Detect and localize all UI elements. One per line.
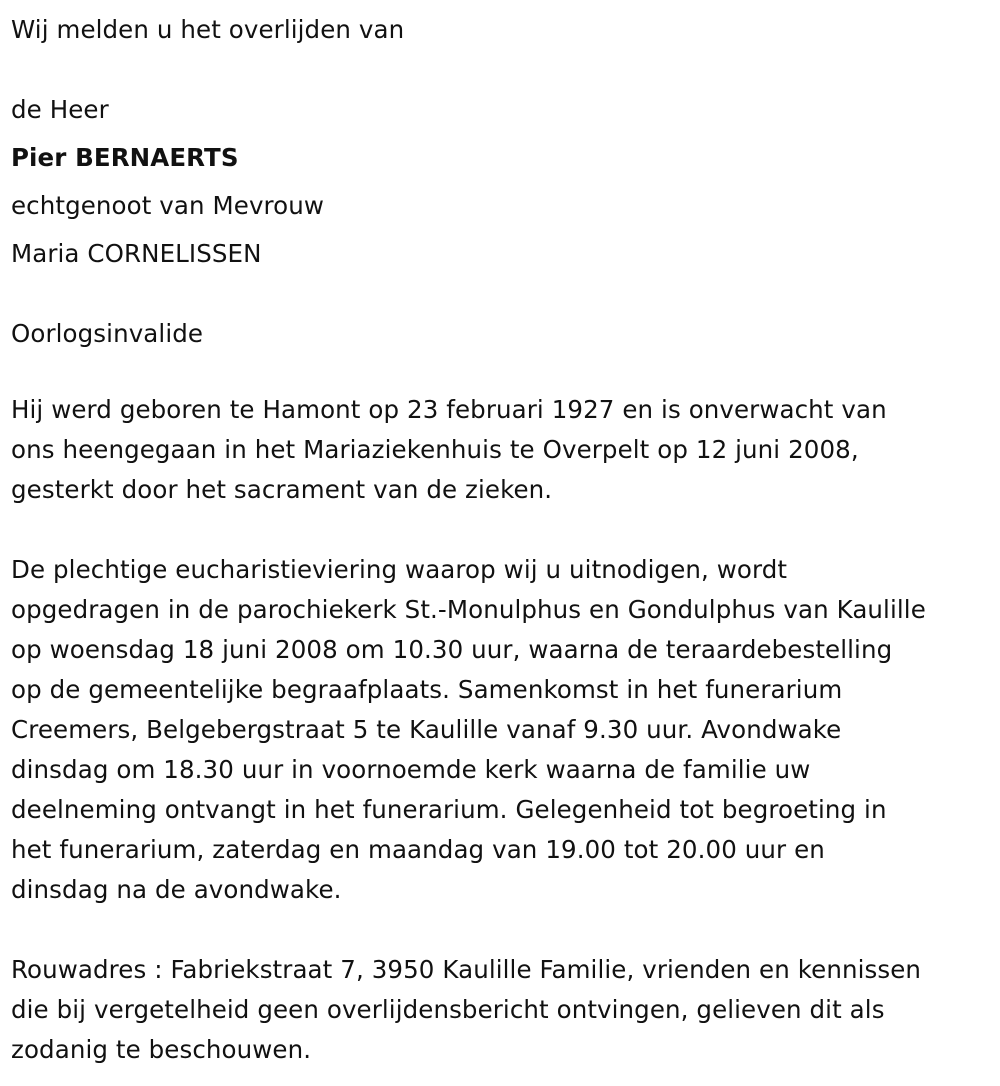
address-paragraph (11, 950, 1000, 1070)
paragraph-line: Hij werd geboren te Hamont op 23 februari 1927 en is onverwacht van (11, 395, 887, 424)
paragraph-line: Rouwadres : Fabriekstraat 7, 3950 Kaulille Familie, vrienden en kennissen (11, 955, 922, 984)
paragraph-line: Creemers, Belgebergstraat 5 te Kaulille vanaf 9.30 uur. Avondwake (11, 715, 842, 744)
paragraph-line: het funerarium, zaterdag en maandag van 19.00 tot 20.00 uur en (11, 835, 825, 864)
spacer (11, 358, 1000, 390)
spacer (11, 910, 1000, 950)
spouse-name: Maria CORNELISSEN (11, 239, 262, 268)
birth-paragraph (11, 390, 1000, 510)
paragraph-line: ons heengegaan in het Mariaziekenhuis te Overpelt op 12 juni 2008, (11, 435, 859, 464)
status-text: Oorlogsinvalide (11, 319, 204, 348)
paragraph-line: op de gemeentelijke begraafplaats. Samenkomst in het funerarium (11, 675, 843, 704)
deceased-name: Pier BERNAERTS (11, 143, 239, 172)
paragraph-line: opgedragen in de parochiekerk St.-Monulphus en Gondulphus van Kaulille (11, 595, 926, 624)
paragraph-line: deelneming ontvangt in het funerarium. Gelegenheid tot begroeting in (11, 795, 887, 824)
paragraph-line: die bij vergetelheid geen overlijdensbericht ontvingen, gelieven dit als (11, 995, 885, 1024)
title-text: de Heer (11, 95, 109, 124)
paragraph-line: op woensdag 18 juni 2008 om 10.30 uur, waarna de teraardebestelling (11, 635, 893, 664)
intro-text: Wij melden u het overlijden van (11, 15, 405, 44)
spouse-intro: echtgenoot van Mevrouw (11, 191, 325, 220)
spacer (11, 278, 1000, 310)
paragraph-line: De plechtige eucharistieviering waarop wij u uitnodigen, wordt (11, 555, 788, 584)
paragraph-line: dinsdag na de avondwake. (11, 875, 342, 904)
ceremony-paragraph (11, 550, 1000, 910)
paragraph-line: zodanig te beschouwen. (11, 1035, 312, 1064)
paragraph-line: gesterkt door het sacrament van de zieken. (11, 475, 553, 504)
paragraph-line: dinsdag om 18.30 uur in voornoemde kerk waarna de familie uw (11, 755, 811, 784)
spacer (11, 510, 1000, 550)
spacer (11, 54, 1000, 86)
